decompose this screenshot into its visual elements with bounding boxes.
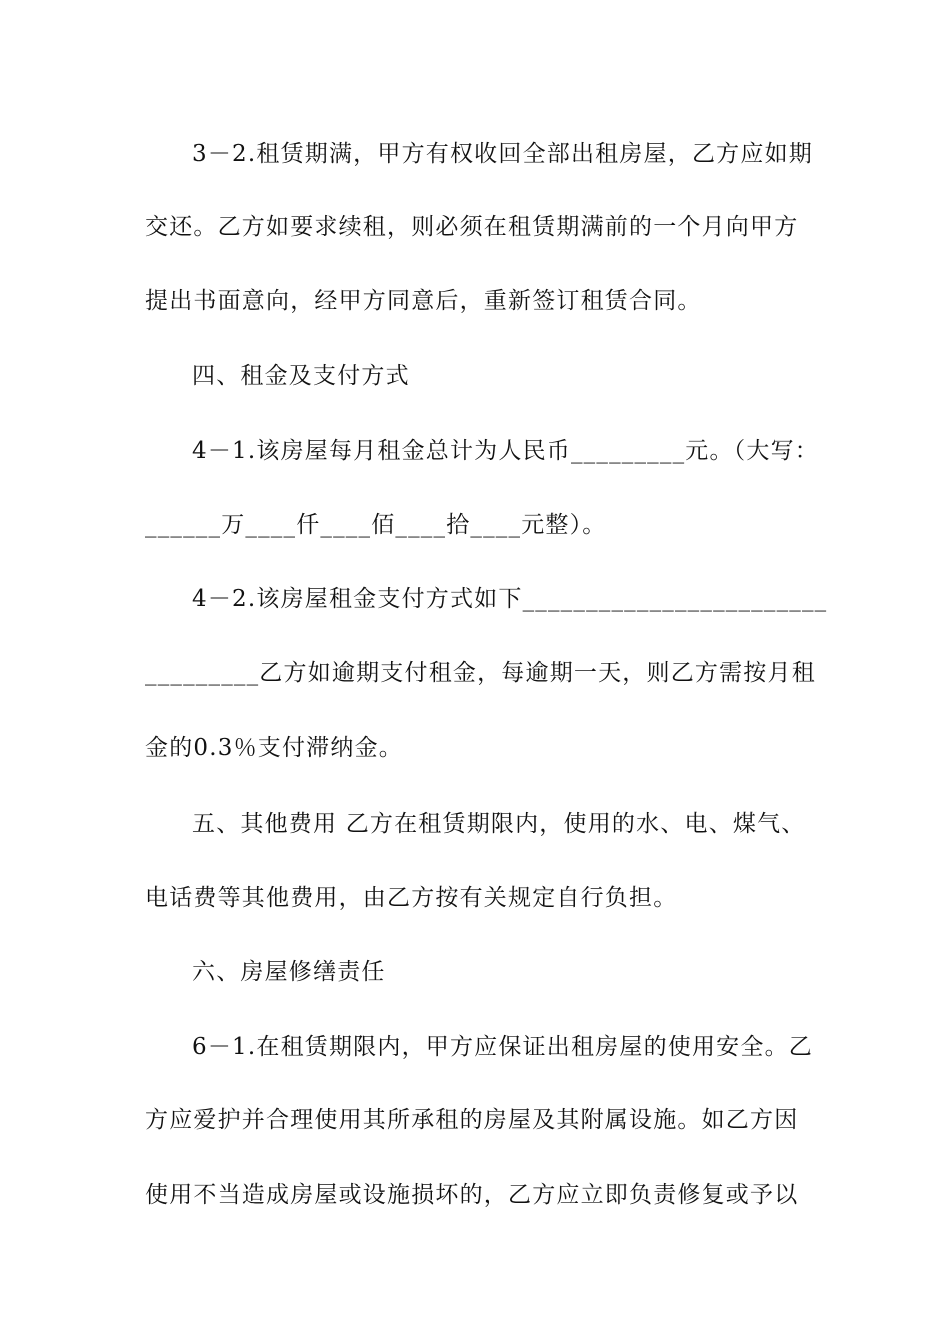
section-5-line-2: 电话费等其他费用，由乙方按有关规定自行负担。 — [145, 885, 678, 911]
clause-6-1-line-1: 6－1.在租赁期限内，甲方应保证出租房屋的使用安全。乙 — [192, 1034, 813, 1060]
section-4-heading: 四、租金及支付方式 — [192, 363, 410, 389]
clause-3-2-line-3: 提出书面意向，经甲方同意后，重新签订租赁合同。 — [145, 288, 702, 314]
clause-6-1-line-2: 方应爱护并合理使用其所承租的房屋及其附属设施。如乙方因 — [145, 1107, 799, 1133]
section-5-line-1: 五、其他费用 乙方在租赁期限内，使用的水、电、煤气、 — [192, 811, 806, 837]
clause-4-2-line-2: _________乙方如逾期支付租金，每逾期一天，则乙方需按月租 — [145, 660, 816, 686]
clause-6-1-line-3: 使用不当造成房屋或设施损坏的，乙方应立即负责修复或予以 — [145, 1182, 799, 1208]
clause-4-1-line-1: 4－1.该房屋每月租金总计为人民币_________元。（大写： — [192, 438, 819, 464]
clause-4-1-line-2: ______万____仟____佰____拾____元整）。 — [145, 512, 607, 538]
clause-3-2-line-2: 交还。乙方如要求续租，则必须在租赁期满前的一个月向甲方 — [145, 214, 799, 240]
clause-4-2-line-1: 4－2.该房屋租金支付方式如下________________________ — [192, 586, 828, 612]
section-6-heading: 六、房屋修缮责任 — [192, 959, 386, 985]
clause-3-2-line-1: 3－2.租赁期满，甲方有权收回全部出租房屋，乙方应如期 — [192, 141, 813, 167]
clause-4-2-line-3: 金的0.3％支付滞纳金。 — [145, 735, 403, 761]
